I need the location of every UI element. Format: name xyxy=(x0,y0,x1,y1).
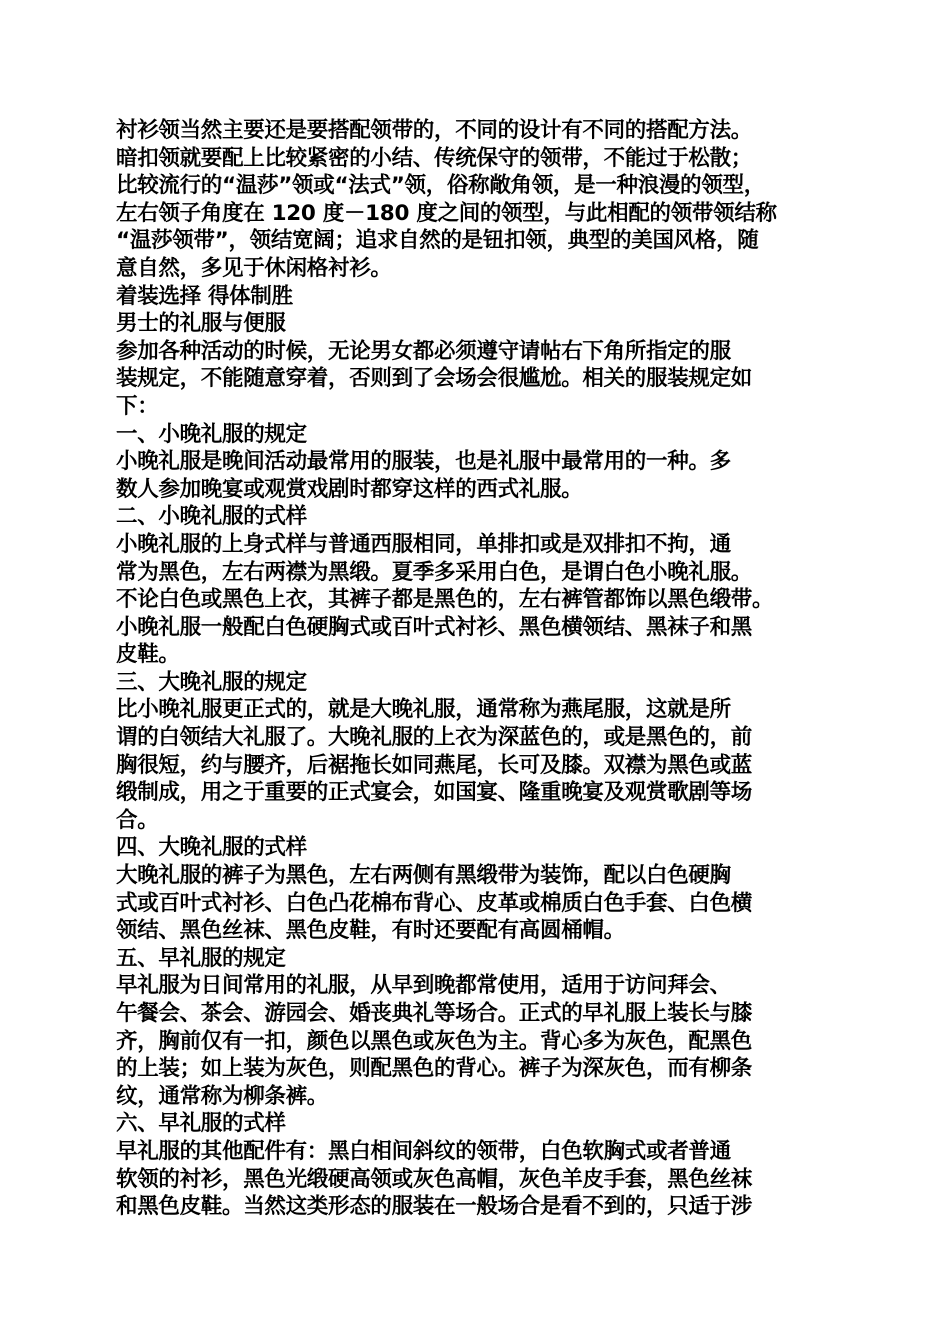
section-heading: 一、小晚礼服的规定 xyxy=(116,421,307,447)
text-line: 大晚礼服的裤子为黑色，左右两侧有黑缎带为装饰，配以白色硬胸 xyxy=(116,863,731,889)
section-heading: 男士的礼服与便服 xyxy=(116,311,286,337)
text-line: 数人参加晚宴或观赏戏剧时都穿这样的西式礼服。 xyxy=(116,476,583,502)
text-line: 的上装；如上装为灰色，则配黑色的背心。裤子为深灰色，而有柳条 xyxy=(116,1056,753,1082)
section-heading: 二、小晚礼服的式样 xyxy=(116,504,307,530)
text-line: 不论白色或黑色上衣，其裤子都是黑色的，左右裤管都饰以黑色缎带。 xyxy=(116,587,774,613)
section-heading: 六、早礼服的式样 xyxy=(116,1111,286,1137)
text-line: 比小晚礼服更正式的，就是大晚礼服，通常称为燕尾服，这就是所 xyxy=(116,697,731,723)
text-line: 缎制成，用之于重要的正式宴会，如国宴、隆重晚宴及观赏歌剧等场 xyxy=(116,780,753,806)
text-line: 暗扣领就要配上比较紧密的小结、传统保守的领带，不能过于松散； xyxy=(116,145,753,171)
text-line: 衬衫领当然主要还是要搭配领带的，不同的设计有不同的搭配方法。 xyxy=(116,118,753,143)
section-heading: 着装选择 得体制胜 xyxy=(116,283,293,309)
text-line: 软领的衬衫，黑色光缎硬高领或灰色高帽，灰色羊皮手套，黑色丝袜 xyxy=(116,1166,753,1192)
text-line: 小晚礼服一般配白色硬胸式或百叶式衬衫、黑色横领结、黑袜子和黑 xyxy=(116,614,753,640)
text-line: 和黑色皮鞋。当然这类形态的服装在一般场合是看不到的，只适于涉 xyxy=(116,1194,753,1220)
text-line: 纹，通常称为柳条裤。 xyxy=(116,1083,329,1109)
section-heading: 四、大晚礼服的式样 xyxy=(116,835,307,861)
text-line: 早礼服为日间常用的礼服，从早到晚都常使用，适用于访问拜会、 xyxy=(116,973,731,999)
text-line: 参加各种活动的时候，无论男女都必须遵守请帖右下角所指定的服 xyxy=(116,338,731,364)
text-line: 合。 xyxy=(116,807,159,833)
text-line: “温莎领带”，领结宽阔；追求自然的是钮扣领，典型的美国风格，随 xyxy=(116,228,759,254)
text-line: 左右领子角度在 120 度－180 度之间的领型，与此相配的领带领结称 xyxy=(116,200,777,226)
section-heading: 五、早礼服的规定 xyxy=(116,945,286,971)
text-line: 装规定，不能随意穿着，否则到了会场会很尴尬。相关的服装规定如 xyxy=(116,366,753,392)
text-line: 早礼服的其他配件有：黑白相间斜纹的领带，白色软胸式或者普通 xyxy=(116,1138,731,1164)
text-line: 常为黑色，左右两襟为黑缎。夏季多采用白色，是谓白色小晚礼服。 xyxy=(116,559,753,585)
text-line: 齐，胸前仅有一扣，颜色以黑色或灰色为主。背心多为灰色，配黑色 xyxy=(116,1028,753,1054)
text-line: 式或百叶式衬衫、白色凸花棉布背心、皮革或棉质白色手套、白色横 xyxy=(116,890,753,916)
text-line: 皮鞋。 xyxy=(116,642,180,668)
section-heading: 三、大晚礼服的规定 xyxy=(116,669,307,695)
text-line: 午餐会、茶会、游园会、婚丧典礼等场合。正式的早礼服上装长与膝 xyxy=(116,1001,753,1026)
text-line: 胸很短，约与腰齐，后裾拖长如同燕尾，长可及膝。双襟为黑色或蓝 xyxy=(116,752,753,778)
text-line: 小晚礼服是晚间活动最常用的服装，也是礼服中最常用的一种。多 xyxy=(116,449,731,475)
text-line: 小晚礼服的上身式样与普通西服相同，单排扣或是双排扣不拘，通 xyxy=(116,531,731,557)
text-line: 比较流行的“温莎”领或“法式”领，俗称敞角领，是一种浪漫的领型， xyxy=(116,173,765,199)
text-line: 下： xyxy=(116,393,159,419)
text-line: 意自然，多见于休闲格衬衫。 xyxy=(116,255,392,281)
document-body xyxy=(116,117,854,1221)
text-line: 领结、黑色丝袜、黑色皮鞋，有时还要配有高圆桶帽。 xyxy=(116,918,625,944)
text-line: 谓的白领结大礼服了。大晚礼服的上衣为深蓝色的，或是黑色的，前 xyxy=(116,725,753,751)
